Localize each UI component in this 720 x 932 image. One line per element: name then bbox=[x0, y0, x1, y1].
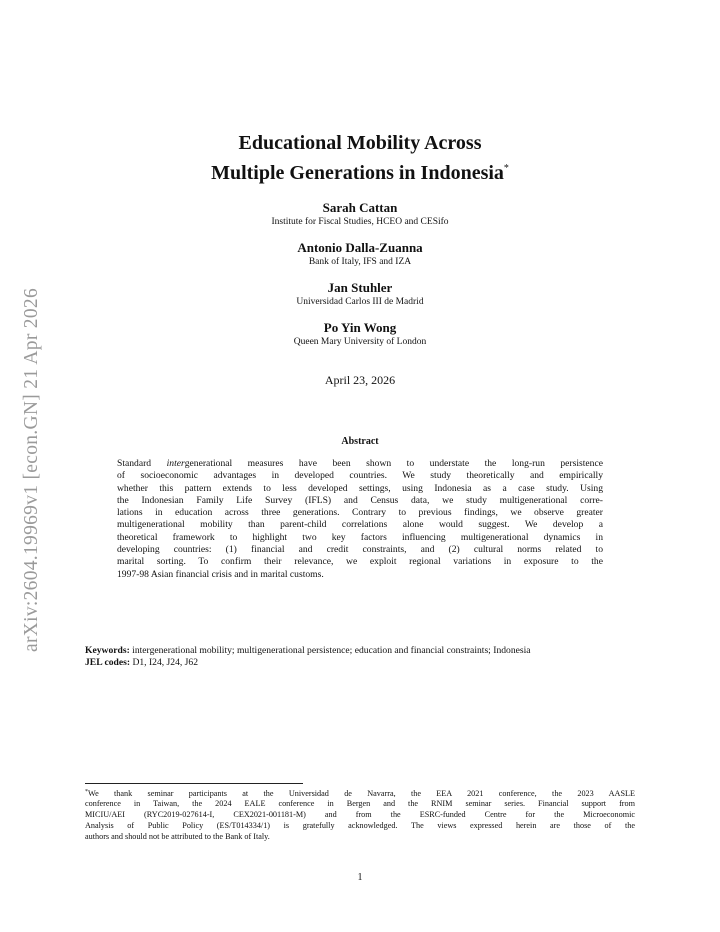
author-affiliation: Queen Mary University of London bbox=[293, 337, 427, 347]
keywords-text: intergenerational mobility; multigenerational persistence; education and financial constraints; Indonesia bbox=[132, 645, 531, 656]
footnote-line bbox=[85, 787, 635, 798]
abstract-text: Standard bbox=[117, 458, 167, 469]
abstract-body bbox=[117, 458, 603, 581]
author-affiliation: Universidad Carlos III de Madrid bbox=[296, 297, 424, 307]
title-footnote-mark: * bbox=[503, 163, 509, 174]
title-line-2 bbox=[0, 156, 720, 186]
footnote-text: We thank seminar participants at the Universidad de Navarra, the EEA 2021 conference, the 2023 AASLE bbox=[88, 789, 635, 798]
author-block-2 bbox=[0, 239, 720, 269]
arxiv-sidebar-stamp bbox=[14, 250, 50, 690]
abstract-text: generational measures have been shown to understate the long-run persistence bbox=[184, 458, 603, 469]
keywords-block bbox=[85, 645, 635, 670]
abstract-line bbox=[117, 458, 603, 470]
author-affiliation: Institute for Fiscal Studies, HCEO and CESifo bbox=[271, 217, 449, 227]
jel-text: D1, I24, J24, J62 bbox=[132, 657, 199, 669]
abstract-line: of socioeconomic advantages in developed countries. We study theoretically and empirically bbox=[117, 470, 603, 482]
footnote-rule bbox=[85, 783, 303, 784]
author-name: Antonio Dalla-Zuanna bbox=[297, 240, 423, 255]
abstract-line: whether this pattern extends to less developed settings, using Indonesia as a case study. Using bbox=[117, 482, 603, 494]
footnote-line: authors and should not be attributed to the Bank of Italy. bbox=[85, 832, 270, 841]
title-line-2-text: Multiple Generations in Indonesia bbox=[211, 162, 504, 184]
title-line-1: Educational Mobility Across bbox=[238, 132, 482, 154]
abstract-line: theoretical framework to highlight two key factors influencing multigenerational dynamics in bbox=[117, 531, 603, 543]
abstract-line: developing countries: (1) financial and credit constraints, and (2) cultural norms related to bbox=[117, 544, 603, 556]
paper-date: April 23, 2026 bbox=[324, 373, 396, 387]
footnote-line: MICIU/AEI (RYC2019-027614-I, CEX2021-001181-M) and from the ESRC-funded Centre for the Microeconomic bbox=[85, 810, 635, 819]
footnote bbox=[85, 787, 635, 842]
author-block-4 bbox=[0, 319, 720, 349]
abstract-line: lations in education across three generations. Contrary to previous findings, we observe greater bbox=[117, 507, 603, 519]
paper-title bbox=[0, 130, 720, 186]
abstract-line: 1997-98 Asian financial crisis and in marital customs. bbox=[117, 568, 324, 580]
abstract-line: the Indonesian Family Life Survey (IFLS) and Census data, we study multigenerational corre- bbox=[117, 494, 603, 506]
keywords-label: Keywords: bbox=[85, 645, 130, 656]
footnote-line: conference in Taiwan, the 2024 EALE conference in Bergen and the RNIM seminar series. Financial support from bbox=[85, 799, 635, 808]
abstract-heading: Abstract bbox=[341, 436, 379, 447]
author-block-1 bbox=[0, 199, 720, 229]
abstract-emphasis: inter bbox=[166, 458, 185, 469]
author-affiliation: Bank of Italy, IFS and IZA bbox=[308, 257, 412, 267]
arxiv-stamp-text: arXiv:2604.19969v1 [econ.GN] 21 Apr 2026 bbox=[21, 287, 42, 653]
jel-label: JEL codes: bbox=[85, 657, 131, 669]
keywords bbox=[85, 645, 635, 657]
footnote-mark: * bbox=[85, 789, 88, 795]
author-name: Jan Stuhler bbox=[327, 280, 393, 295]
author-name: Sarah Cattan bbox=[322, 200, 398, 215]
jel-codes bbox=[85, 657, 635, 669]
abstract-line: marital sorting. To confirm their relevance, we exploit regional variations in exposure to the bbox=[117, 556, 603, 568]
author-block-3 bbox=[0, 279, 720, 309]
footnote-line: Analysis of Public Policy (ES/T014334/1) is gratefully acknowledged. The views expressed herein are those of the bbox=[85, 821, 635, 830]
page-number: 1 bbox=[357, 872, 363, 883]
author-name: Po Yin Wong bbox=[323, 320, 397, 335]
abstract-line: multigenerational mobility than parent-child correlations alone would suggest. We develop a bbox=[117, 519, 603, 531]
